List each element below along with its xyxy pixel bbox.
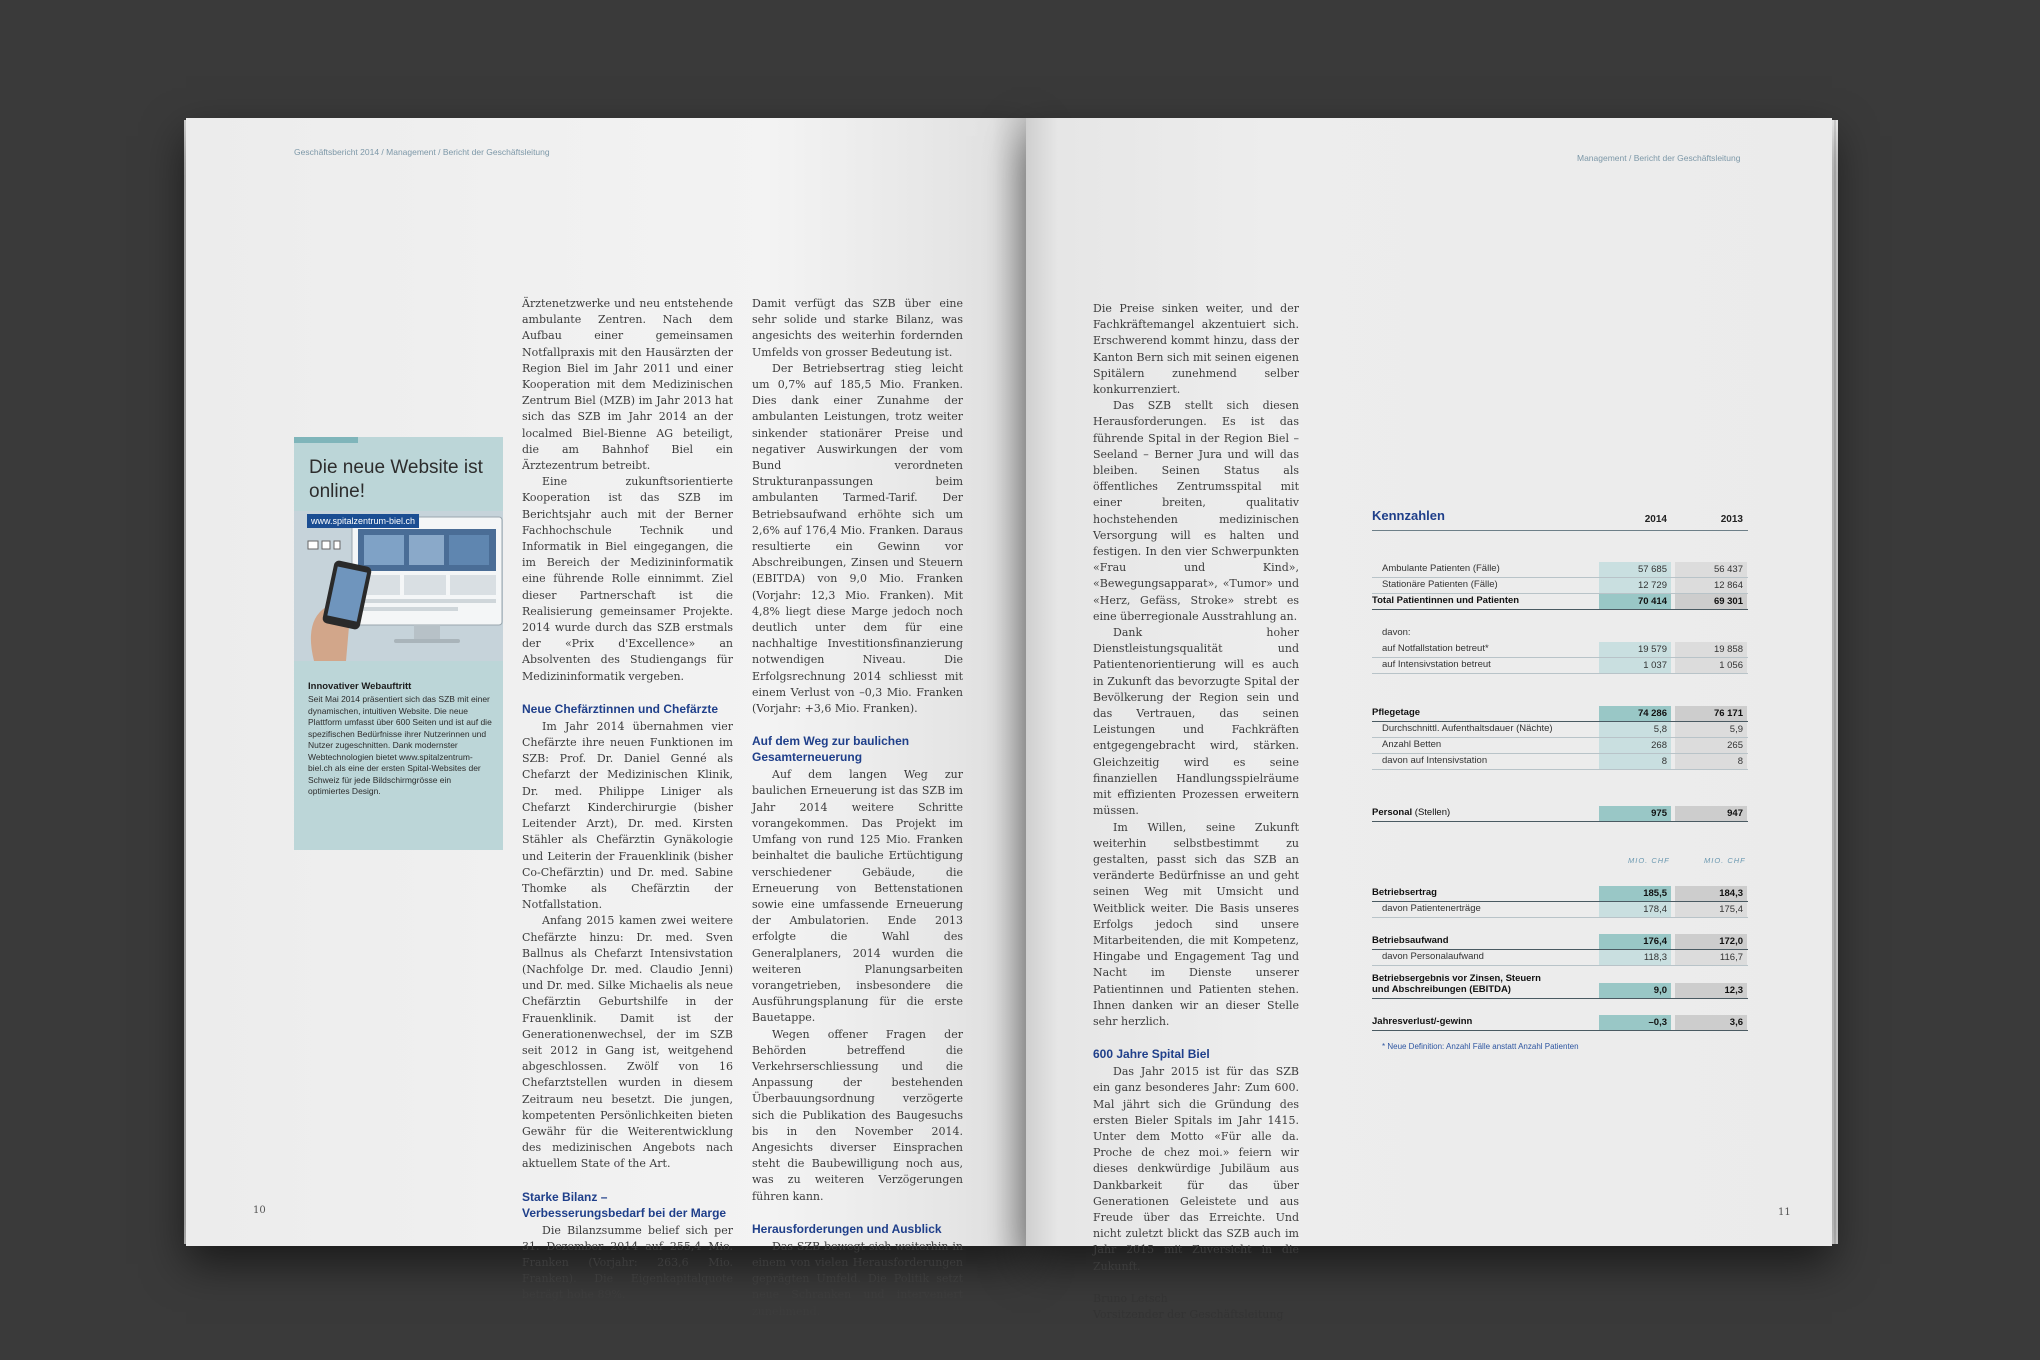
column-header-2014: 2014 xyxy=(1644,514,1667,525)
unit-label-2014: MIO. CHF xyxy=(1628,856,1670,865)
paragraph: Der Betriebsertrag stieg leicht um 0,7% auf 185,5 Mio. Franken. Dies dank einer Zunahme der ambulanten Leistungen, trotz weiter sinkender stationärer Preise und negativer Auswirkungen der vom Bund verordneten Strukturanpassungen beim ambulanten Tarmed-Tarif. Der Betriebsaufwand erhöhte sich um 2,6% auf 176,4 Mio. Franken. Daraus resultierte ein Gewinn vor Abschreibungen, Zinsen und Steuern (EBITDA) von 9,0 Mio. Franken (Vorjahr: 12,3 Mio. Franken). Mit 4,8% liegt diese Marge jedoch noch deutlich unter dem für eine nachhaltige Investitionsfinanzierung notwendigen Niveau. Die Erfolgsrechnung 2014 schliesst mit einem Verlust von –0,3 Mio. Franken (Vorjahr: +3,6 Mio. Franken). xyxy=(752,361,963,716)
section-heading: Starke Bilanz – Verbesserungsbedarf bei der Marge xyxy=(522,1189,727,1220)
table-rule xyxy=(1372,530,1748,531)
promo-url-badge[interactable]: www.spitalzentrum-biel.ch xyxy=(307,514,419,528)
table-row-total: Jahresverlust/-gewinn –0,3 3,6 xyxy=(1372,1015,1748,1030)
website-mockup-illustration xyxy=(294,511,503,661)
table-row-total: Total Patientinnen und Patienten 70 414 69 301 xyxy=(1372,594,1748,609)
section-heading: Neue Chefärztinnen und Chefärzte xyxy=(522,701,719,716)
promo-screenshot-image xyxy=(294,511,503,661)
table-row: davon: xyxy=(1382,627,1411,638)
left-page-number: 10 xyxy=(253,1205,266,1216)
table-row: Stationäre Patienten (Fälle) 12 729 12 864 xyxy=(1372,578,1748,593)
table-row-total: Betriebsergebnis vor Zinsen, Steuern und Abschreibungen (EBITDA) 9,0 12,3 xyxy=(1372,983,1748,998)
paragraph: Anfang 2015 kamen zwei weitere Chefärzte hinzu: Dr. med. Sven Ballnus als Chefarzt Intensivstation (Nachfolge Dr. med. Claudio Jenni) und Dr. med. Silke Michaelis als neue Chefärztin Geburtshilfe in der Frauenklinik. Damit ist der Generationenwechsel, der im SZB seit 2012 in Gang ist, weitgehend abgeschlossen. Zwölf von 16 Chefarztstellen wurden in diesem Zeitraum neu besetzt. Die jungen, kompetenten Persönlichkeiten bieten Gewähr für die Weiterentwicklung des medizinischen Angebots nach aktuellem State of the Art. xyxy=(522,914,733,1171)
left-column-2 xyxy=(752,296,963,1320)
table-row-total: Betriebsertrag 185,5 184,3 xyxy=(1372,886,1748,901)
paragraph: Das Jahr 2015 ist für das SZB ein ganz besonderes Jahr: Zum 600. Mal jährt sich die Gründung des ersten Bieler Spitals im Jahr 1415. Unter dem Motto «Für alle da. Proche de chez moi.» feiern wir dieses denkwürdige Jubiläum aus Dankbarkeit für das über Generationen Geleistete und aus Freude über das Erreichte. Und nicht zuletzt blickt das SZB auch im Jahr 2015 mit Zuversicht in die Zukunft. xyxy=(1093,1065,1299,1273)
table-row: Durchschnittl. Aufenthaltsdauer (Nächte) 5,8 5,9 xyxy=(1372,722,1748,737)
table-row: davon Patientenerträge 178,4 175,4 xyxy=(1372,902,1748,917)
table-title: Kennzahlen xyxy=(1372,508,1445,523)
section-heading: Auf dem Weg zur baulichen Gesamterneuerung xyxy=(752,734,910,765)
unit-label-2013: MIO. CHF xyxy=(1704,856,1746,865)
left-running-head: Geschäftsbericht 2014 / Management / Bericht der Geschäftsleitung xyxy=(294,147,550,157)
left-column-1 xyxy=(522,296,733,1304)
right-page-number: 11 xyxy=(1778,1207,1791,1218)
table-row: davon Personalaufwand 118,3 116,7 xyxy=(1372,950,1748,965)
column-header-2013: 2013 xyxy=(1720,514,1743,525)
signature-role: Vorsitzender der Geschäftsleitung xyxy=(1093,1307,1284,1321)
paragraph: Die Preise sinken weiter, und der Fachkräftemangel akzentuiert sich. Erschwerend kommt hinzu, dass der Kanton Bern sich mit seinen eigenen Spitälern zunehmend selber konkurrenziert. xyxy=(1093,302,1299,397)
paragraph: Dank hoher Dienstleistungsqualität und Patientenorientierung will es auch in Zukunft das bevorzugte Spital der Bevölkerung der Region sein und das Vertrauen, das seinen Leistungen und Fachkräften entgegengebracht wird, stärken. Gleichzeitig wird es seine finanziellen Handlungsspielräume mit effizienten Prozessen erweitern müssen. xyxy=(1093,626,1299,818)
paragraph: Das SZB bewegt sich weiterhin in einem von vielen Herausforderungen geprägten Umfeld. Die Politik setzt neue Schranken und interveniert zunehmend. xyxy=(752,1239,963,1318)
table-row: auf Intensivstation betreut 1 037 1 056 xyxy=(1372,658,1748,673)
section-heading: Herausforderungen und Ausblick xyxy=(752,1221,942,1236)
signature-name: Bruno Letsch xyxy=(1093,1291,1168,1305)
paragraph: Auf dem langen Weg zur baulichen Erneuerung ist das SZB im Jahr 2014 weitere Schritte vorangekommen. Das Projekt im Umfang von rund 125 Mio. Franken beinhaltet die bauliche Ertüchtigung verschiedener Gebäude, die Erneuerung von Bettenstationen sowie eine umfassende Erneuerung der Ambulatorien. Ende 2013 erfolgte die Wahl des Generalplaners, 2014 wurden die weiteren Planungsarbeiten vorangetrieben, insbesondere die Ausführungsplanung für die erste Bauetappe. xyxy=(752,768,963,1025)
promo-heading: Innovativer Webauftritt xyxy=(308,681,412,692)
paragraph: Im Willen, seine Zukunft weiterhin selbstbestimmt zu gestalten, passt sich das SZB an veränderte Bedürfnisse an und geht seinen Weg mit Umsicht und Weitblick weiter. Die Basis unseres Erfolgs jedoch sind unsere Mitarbeitenden, die mit Kompetenz, Hingabe und Engagement Tag und Nacht im Dienste unserer Patientinnen und Patienten stehen. Ihnen danken wir an dieser Stelle sehr herzlich. xyxy=(1093,820,1299,1028)
table-footnote: * Neue Definition: Anzahl Fälle anstatt Anzahl Patienten xyxy=(1382,1042,1579,1051)
table-row: Ambulante Patienten (Fälle) 57 685 56 437 xyxy=(1372,562,1748,577)
paragraph: Im Jahr 2014 übernahmen vier Chefärzte ihre neuen Funktionen im SZB: Prof. Dr. Daniel Genné als Chefarzt der Medizinischen Klinik, Dr. med. Philippe Liniger als Chefarzt Kinderchirurgie (bisher Leitender Arzt), Dr. med. Kirsten Stähler als Chefärztin Gynäkologie und Leiterin der Frauenklinik (bisher Co-Chefärztin) und Dr. med. Sabine Thomke als Chefärztin der Notfallstation. xyxy=(522,719,733,912)
table-row-total: Personal (Stellen) 975 947 xyxy=(1372,806,1748,821)
promo-body: Seit Mai 2014 präsentiert sich das SZB mit einer dynamischen, intuitiven Website. Die neue Plattform umfasst über 600 Seiten und ist auf die spezifischen Bedürfnisse ihrer Nutzerinnen und Nutzer zugeschnitten. Dank modernster Webtechnologien bietet www.spitalzentrum-biel.ch als eine der ersten Spital-Websites der Schweiz für jede Bildschirmgrösse ein optimiertes Design. xyxy=(308,694,492,796)
paragraph: Eine zukunftsorientierte Kooperation ist das SZB im Berichtsjahr auch mit der Berner Fachhochschule Technik und Informatik in Biel eingegangen, die im Bereich der Medizininformatik eine führende Rolle einnimmt. Ziel dieser Partnerschaft ist die Realisierung gemeinsamer Projekte. 2014 wurde durch das SZB erstmals der «Prix d'Excellence» an Absolventen des Studiengangs für Medizininformatik vergeben. xyxy=(522,475,733,683)
table-row-total: Betriebsaufwand 176,4 172,0 xyxy=(1372,934,1748,949)
promo-accent-bar xyxy=(294,437,358,443)
promo-title: Die neue Website ist online! xyxy=(309,457,483,502)
table-row: davon auf Intensivstation 8 8 xyxy=(1372,754,1748,769)
right-running-head: Management / Bericht der Geschäftsleitung xyxy=(1577,153,1741,163)
table-row: Anzahl Betten 268 265 xyxy=(1372,738,1748,753)
paragraph: Das SZB stellt sich diesen Herausforderungen. Es ist das führende Spital in der Region Biel – Seeland – Berner Jura und will das bleiben. Seinen Status als öffentliches Zentrumsspital mit einer breiten, qualitativ hochstehenden medizinischen Versorgung will es halten und festigen. In den vier Schwerpunkten «Frau und Kind», «Bewegungsapparat», «Tumor» und «Herz, Gefäss, Stroke» strebt es eine überregionale Ausstrahlung an. xyxy=(1093,399,1299,623)
section-heading: 600 Jahre Spital Biel xyxy=(1093,1047,1210,1062)
table-row-total: Pflegetage 74 286 76 171 xyxy=(1372,706,1748,721)
table-row: auf Notfallstation betreut* 19 579 19 858 xyxy=(1372,642,1748,657)
paragraph: Ärztenetzwerke und neu entstehende ambulante Zentren. Nach dem Aufbau einer gemeinsamen Notfallpraxis mit den Hausärzten der Region Biel im Jahr 2011 und einer Kooperation mit dem Medizinischen Zentrum Biel (MZB) im Jahr 2013 hat sich das SZB im Jahr 2014 an der localmed Biel-Bienne AG beteiligt, die am Bahnhof Biel ein Ärztezentrum betreibt. xyxy=(522,297,733,473)
right-column-text xyxy=(1093,301,1299,1323)
paragraph: Wegen offener Fragen der Behörden betreffend die Verkehrserschliessung und die Anpassung der bestehenden Überbauungsordnung verzögerte sich die Publikation des Baugesuchs bis in den November 2014. Angesichts diverser Einsprachen steht die Baubewilligung noch aus, was zu weiteren Verzögerungen führen kann. xyxy=(752,1027,963,1203)
paragraph: Damit verfügt das SZB über eine sehr solide und starke Bilanz, was angesichts des weiterhin fordernden Umfelds von grosser Bedeutung ist. xyxy=(752,297,963,359)
paragraph: Die Bilanzsumme belief sich per 31. Dezember 2014 auf 255,4 Mio. Franken (Vorjahr: 263,6 Mio. Franken). Die Eigenkapitalquote beträgt hohe 89%. xyxy=(522,1223,733,1302)
